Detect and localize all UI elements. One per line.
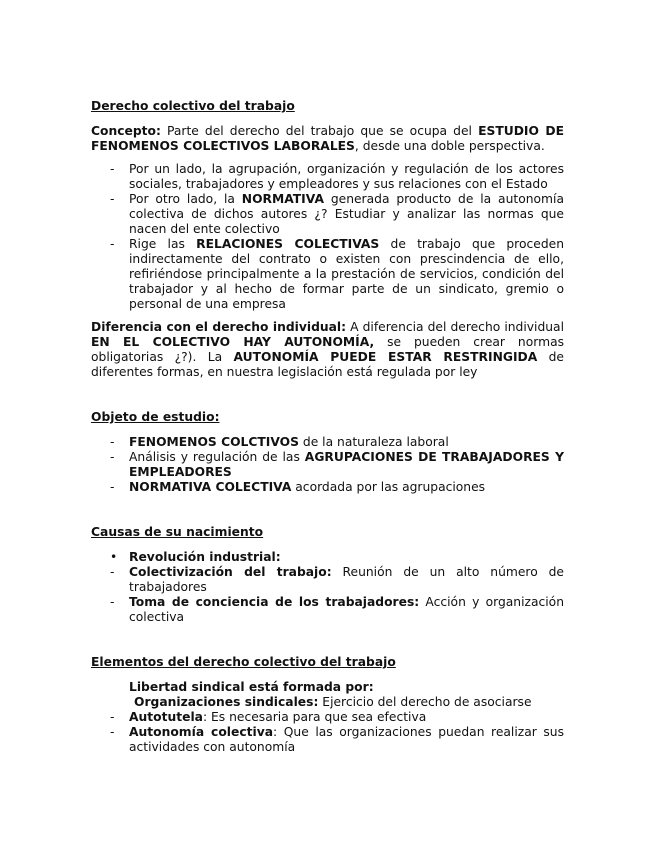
section-heading-elementos: Elementos del derecho colectivo del trabajo xyxy=(91,655,396,669)
list-item: - Rige las RELACIONES COLECTIVAS de trabajo que proceden indirectamente del contrato o existen con prescindencia de ello, refiriéndose principalmente a la prestación de servicios, condición del trabajador y al hecho de formar parte de un sindicato, gremio o personal de una empresa xyxy=(110,237,564,311)
objeto-list xyxy=(91,435,564,495)
list-item: - Autonomía colectiva: Que las organizaciones puedan realizar sus actividades con autonomía xyxy=(110,725,564,754)
organizaciones-line: Organizaciones sindicales: Ejercicio del derecho de asociarse xyxy=(134,695,532,709)
list-item: - NORMATIVA COLECTIVA acordada por las agrupaciones xyxy=(110,480,486,494)
elementos-list xyxy=(91,710,564,755)
section-heading-causas: Causas de su nacimiento xyxy=(91,525,264,539)
causas-list xyxy=(91,550,564,625)
concepto-label: Concepto: xyxy=(91,124,161,138)
section-heading-derecho-colectivo: Derecho colectivo del trabajo xyxy=(91,99,295,113)
diferencia-paragraph: Diferencia con el derecho individual: A diferencia del derecho individual EN EL COLECTIVO HAY AUTONOMÍA, se pueden crear normas obligatorias ¿?). La AUTONOMÍA PUEDE ESTAR RESTRINGIDA de diferentes formas, en nuestra legislación está regulada por ley xyxy=(91,320,565,379)
list-item: - Por otro lado, la NORMATIVA generada producto de la autonomía colectiva de dichos autores ¿? Estudiar y analizar las normas que nacen del ente colectivo xyxy=(110,192,564,236)
list-item: - Colectivización del trabajo: Reunión de un alto número de trabajadores xyxy=(110,565,564,594)
libertad-sindical-line: Libertad sindical está formada por: xyxy=(129,680,374,694)
list-item: - Toma de conciencia de los trabajadores: Acción y organización colectiva xyxy=(110,595,564,624)
concepto-paragraph: Concepto: Parte del derecho del trabajo que se ocupa del ESTUDIO DE FENOMENOS COLECTIVOS LABORALES, desde una doble perspectiva. xyxy=(91,124,564,153)
document-body xyxy=(91,99,564,755)
concepto-list xyxy=(91,162,564,312)
list-item: - Análisis y regulación de las AGRUPACIONES DE TRABAJADORES Y EMPLEADORES xyxy=(110,450,564,479)
list-item: - Autotutela: Es necesaria para que sea efectiva xyxy=(110,710,427,724)
section-heading-objeto: Objeto de estudio: xyxy=(91,410,220,424)
list-item: - FENOMENOS COLCTIVOS de la naturaleza laboral xyxy=(110,435,449,449)
list-item: • Revolución industrial: xyxy=(110,550,281,564)
list-item: - Por un lado, la agrupación, organización y regulación de los actores sociales, trabajadores y empleadores y sus relaciones con el Estado xyxy=(110,162,564,191)
